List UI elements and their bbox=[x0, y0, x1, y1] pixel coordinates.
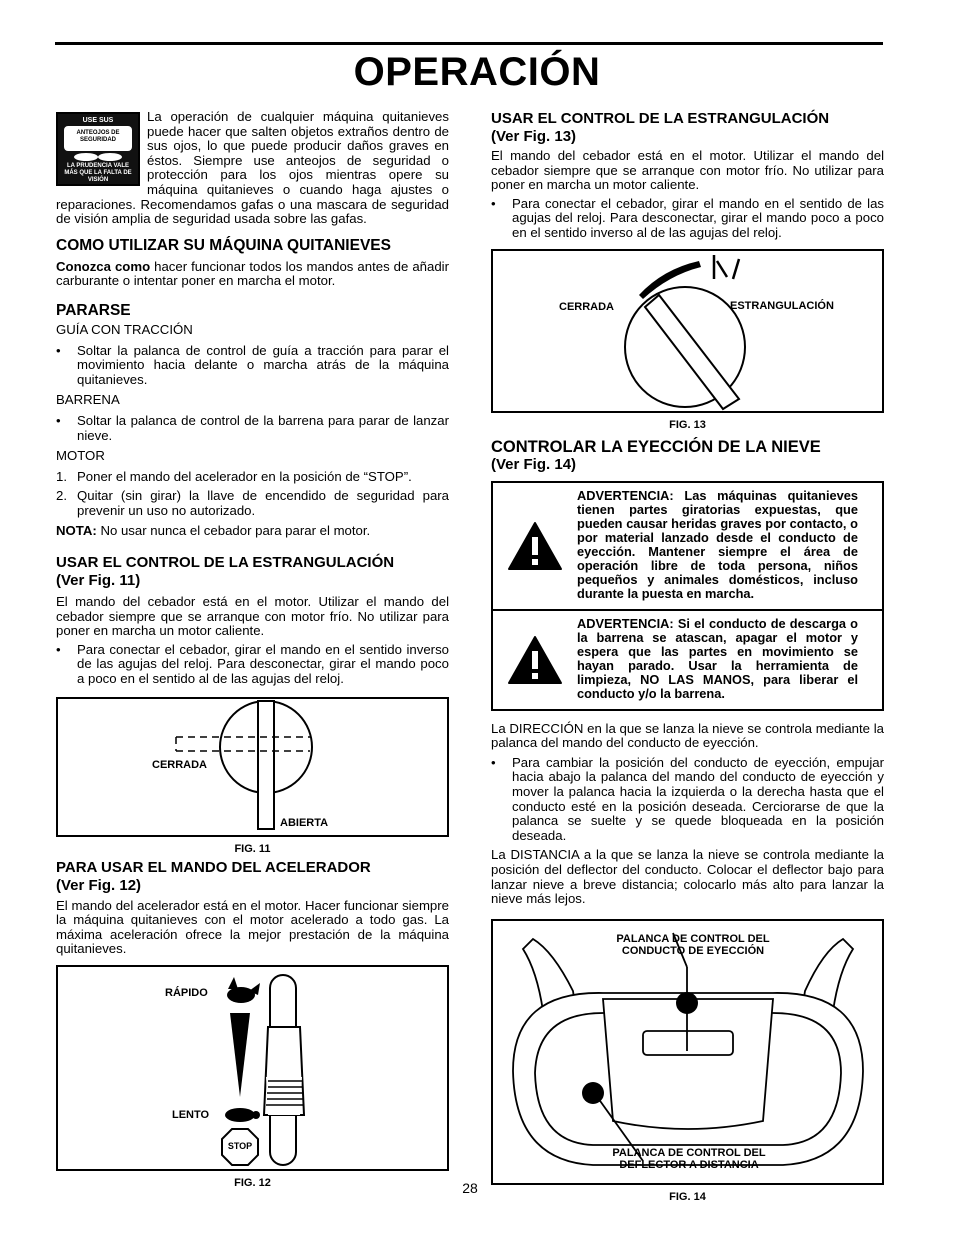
nota bbox=[56, 524, 449, 539]
eyeccion-heading: CONTROLAR LA EYECCIÓN DE LA NIEVE bbox=[491, 437, 821, 456]
fig11-label-abierta: ABIERTA bbox=[280, 816, 329, 829]
fig13-label-estrang: ESTRANGULACIÓN bbox=[730, 299, 834, 312]
estrang11-sub: (Ver Fig. 11) bbox=[56, 572, 141, 590]
fig11-label-cerrada: CERRADA bbox=[152, 758, 207, 771]
page-title: OPERACIÓN bbox=[353, 50, 601, 94]
estrang11-bullet: • Para conectar el cebador, girar el mando en el sentido inverso de las agujas del reloj. Para desconectar, girar el mando poco a poco en el sentido al de las agujas del reloj. bbox=[56, 641, 449, 687]
safety-glasses-badge bbox=[56, 112, 140, 186]
como-text bbox=[56, 260, 449, 289]
fig14-label-bottom: PALANCA DE CONTROL DEL DEFLECTOR A DISTANCIA bbox=[612, 1146, 766, 1171]
direccion-text: La DIRECCIÓN en la que se lanza la nieve se controla mediante la palanca del mando del conducto de eyección. bbox=[491, 720, 884, 751]
warning-icon bbox=[493, 611, 577, 709]
estrang13-heading: USAR EL CONTROL DE LA ESTRANGULACIÓN bbox=[491, 110, 830, 127]
fig14-box bbox=[491, 919, 884, 1185]
motor-label: MOTOR bbox=[56, 448, 105, 464]
fig12-caption: FIG. 12 bbox=[234, 1177, 271, 1189]
warning-box bbox=[491, 481, 884, 711]
warning-icon bbox=[493, 483, 577, 609]
snowthrower-handles-drawing bbox=[493, 921, 882, 1183]
stop-sign-label: STOP bbox=[227, 1141, 253, 1151]
choke-knob-fig11-drawing bbox=[58, 699, 447, 835]
fig12-label-lento: LENTO bbox=[172, 1109, 210, 1121]
left-column bbox=[56, 110, 449, 1189]
estrang13-text: El mando del cebador está en el motor. Utilizar el mando del cebador siempre que se arranque con motor frío. No utilizar para poner en marcha un motor caliente. bbox=[491, 148, 884, 193]
acelerador-heading: PARA USAR EL MANDO DEL ACELERADOR bbox=[56, 858, 371, 876]
guia-bullet: • Soltar la palanca de control de guía a tracción para parar el movimiento hacia delante o marcha atrás de la máquina quitanieves. bbox=[56, 342, 449, 387]
fig11-box bbox=[56, 697, 449, 837]
badge-line-3: LA PRUDENCIA VALE MÁS QUE LA FALTA DE VISIÓN bbox=[64, 163, 132, 183]
header-rule bbox=[55, 42, 883, 45]
barrena-bullet: • Soltar la palanca de control de la barrena para parar de lanzar nieve. bbox=[56, 412, 449, 443]
estrang11-heading: USAR EL CONTROL DE LA ESTRANGULACIÓN bbox=[56, 554, 395, 572]
eyeccion-bullet: • Para cambiar la posición del conducto de eyección, empujar hacia abajo la palanca del mando del conducto de eyección y mover la palanca hacia la izquierda o la derecha hasta que el conducto esté en la posición deseada. Cerciorarse de que la palanca se suelte y se quede bloqueada en la posición deseada. bbox=[491, 754, 884, 843]
motor-step-1: 1. Poner el mando del acelerador en la posición de “STOP”. bbox=[56, 468, 412, 484]
warning-row-1 bbox=[493, 483, 882, 611]
fig13-box bbox=[491, 249, 884, 413]
goggles-icon bbox=[68, 152, 128, 162]
rabbit-icon bbox=[227, 977, 260, 1003]
fig11-caption: FIG. 11 bbox=[234, 842, 271, 855]
right-column bbox=[491, 110, 884, 1203]
choke-knob-fig13-drawing bbox=[493, 251, 882, 411]
estrang11-text: El mando del cebador está en el motor. Utilizar el mando del cebador siempre que se arranque con motor frío. No utilizar para poner en marcha un motor caliente. bbox=[56, 594, 449, 639]
barrena-label: BARRENA bbox=[56, 392, 120, 408]
nota-bold: NOTA: bbox=[56, 523, 97, 539]
pararse-heading: PARARSE bbox=[56, 301, 131, 319]
fig12-box bbox=[56, 965, 449, 1171]
fig12-label-rapido: RÁPIDO bbox=[165, 987, 208, 999]
como-bold: Conozca como bbox=[56, 258, 151, 274]
motor-step-2: 2. Quitar (sin girar) la llave de encendido de seguridad para prevenir un uso no autorizado. bbox=[56, 488, 449, 518]
fig14-label-top: PALANCA DE CONTROL DEL CONDUCTO DE EYECCIÓN bbox=[616, 932, 770, 957]
intro-text: La operación de cualquier máquina quitanieves puede hacer que salten objetos extraños dentro de sus ojos, lo que puede producir daños graves en éstos. Siempre use anteojos de seguridad o protección para los ojos mientras opere su máquina quitanieves o cuando haga ajustes o reparaciones. Recomendamos gafas o una mascara de seguridad de visión amplia de seguridad usada sobre las gafas. bbox=[56, 109, 449, 227]
badge-inner bbox=[64, 126, 132, 151]
acelerador-sub: (Ver Fig. 12) bbox=[56, 876, 142, 894]
guia-label: GUÍA CON TRACCIÓN bbox=[56, 321, 193, 337]
fig13-label-cerrada: CERRADA bbox=[559, 300, 614, 313]
badge-line-1: USE SUS bbox=[82, 117, 114, 124]
acelerador-text: El mando del acelerador está en el motor. Hacer funcionar siempre la máquina quitanieves con el motor acelerado a todo gas. La máxima aceleración ofrece la mejor prestación de la máquina quitanieves. bbox=[56, 897, 449, 957]
warning-row-2 bbox=[493, 611, 882, 709]
fig13-caption: FIG. 13 bbox=[669, 418, 706, 431]
page-number: 28 bbox=[462, 1180, 478, 1196]
warning-text-1: ADVERTENCIA: Las máquinas quitanieves tienen partes giratorias expuestas, que pueden causar heridas graves por contacto, o por material lanzado desde el conducto de eyección. Mantener siempre el área de operación libre de toda persona, niños pequeños y animales domésticos, incluso durante la puesta en marcha. bbox=[577, 487, 858, 601]
nota-text: No usar nunca el cebador para parar el motor. bbox=[96, 523, 371, 539]
fig14-caption: FIG. 14 bbox=[669, 1190, 706, 1203]
estrang13-sub: (Ver Fig. 13) bbox=[491, 128, 577, 145]
como-heading: COMO UTILIZAR SU MÁQUINA QUITANIEVES bbox=[56, 236, 391, 254]
throttle-lever-drawing bbox=[58, 967, 447, 1169]
warning-text-2: ADVERTENCIA: Si el conducto de descarga o la barrena se atascan, apagar el motor y espera que las partes en movimiento se hayan parado. Usar la herramienta de limpieza, NO LAS MANOS, para liberar el conducto y/o la barrena. bbox=[577, 615, 858, 701]
distancia-text: La DISTANCIA a la que se lanza la nieve se controla mediante la posición del deflector del conducto. Colocar el deflector bajo para lanzar nieve a breve distancia; colocarlo más alto para lanzar la nieve más lejos. bbox=[491, 847, 884, 907]
estrang13-bullet: • Para conectar el cebador, girar el mando en el sentido de las agujas del reloj. Para desconectar, girar el mando poco a poco en el sentido inverso al de las agujas del reloj. bbox=[491, 195, 884, 240]
eyeccion-sub: (Ver Fig. 14) bbox=[491, 455, 577, 473]
badge-line-2: ANTEOJOS DE SEGURIDAD bbox=[76, 130, 120, 143]
turtle-icon bbox=[225, 1108, 260, 1122]
como-body: hacer funcionar todos los mandos antes de añadir carburante o intentar poner en marcha el motor. bbox=[56, 258, 449, 289]
intro-section bbox=[56, 110, 449, 227]
